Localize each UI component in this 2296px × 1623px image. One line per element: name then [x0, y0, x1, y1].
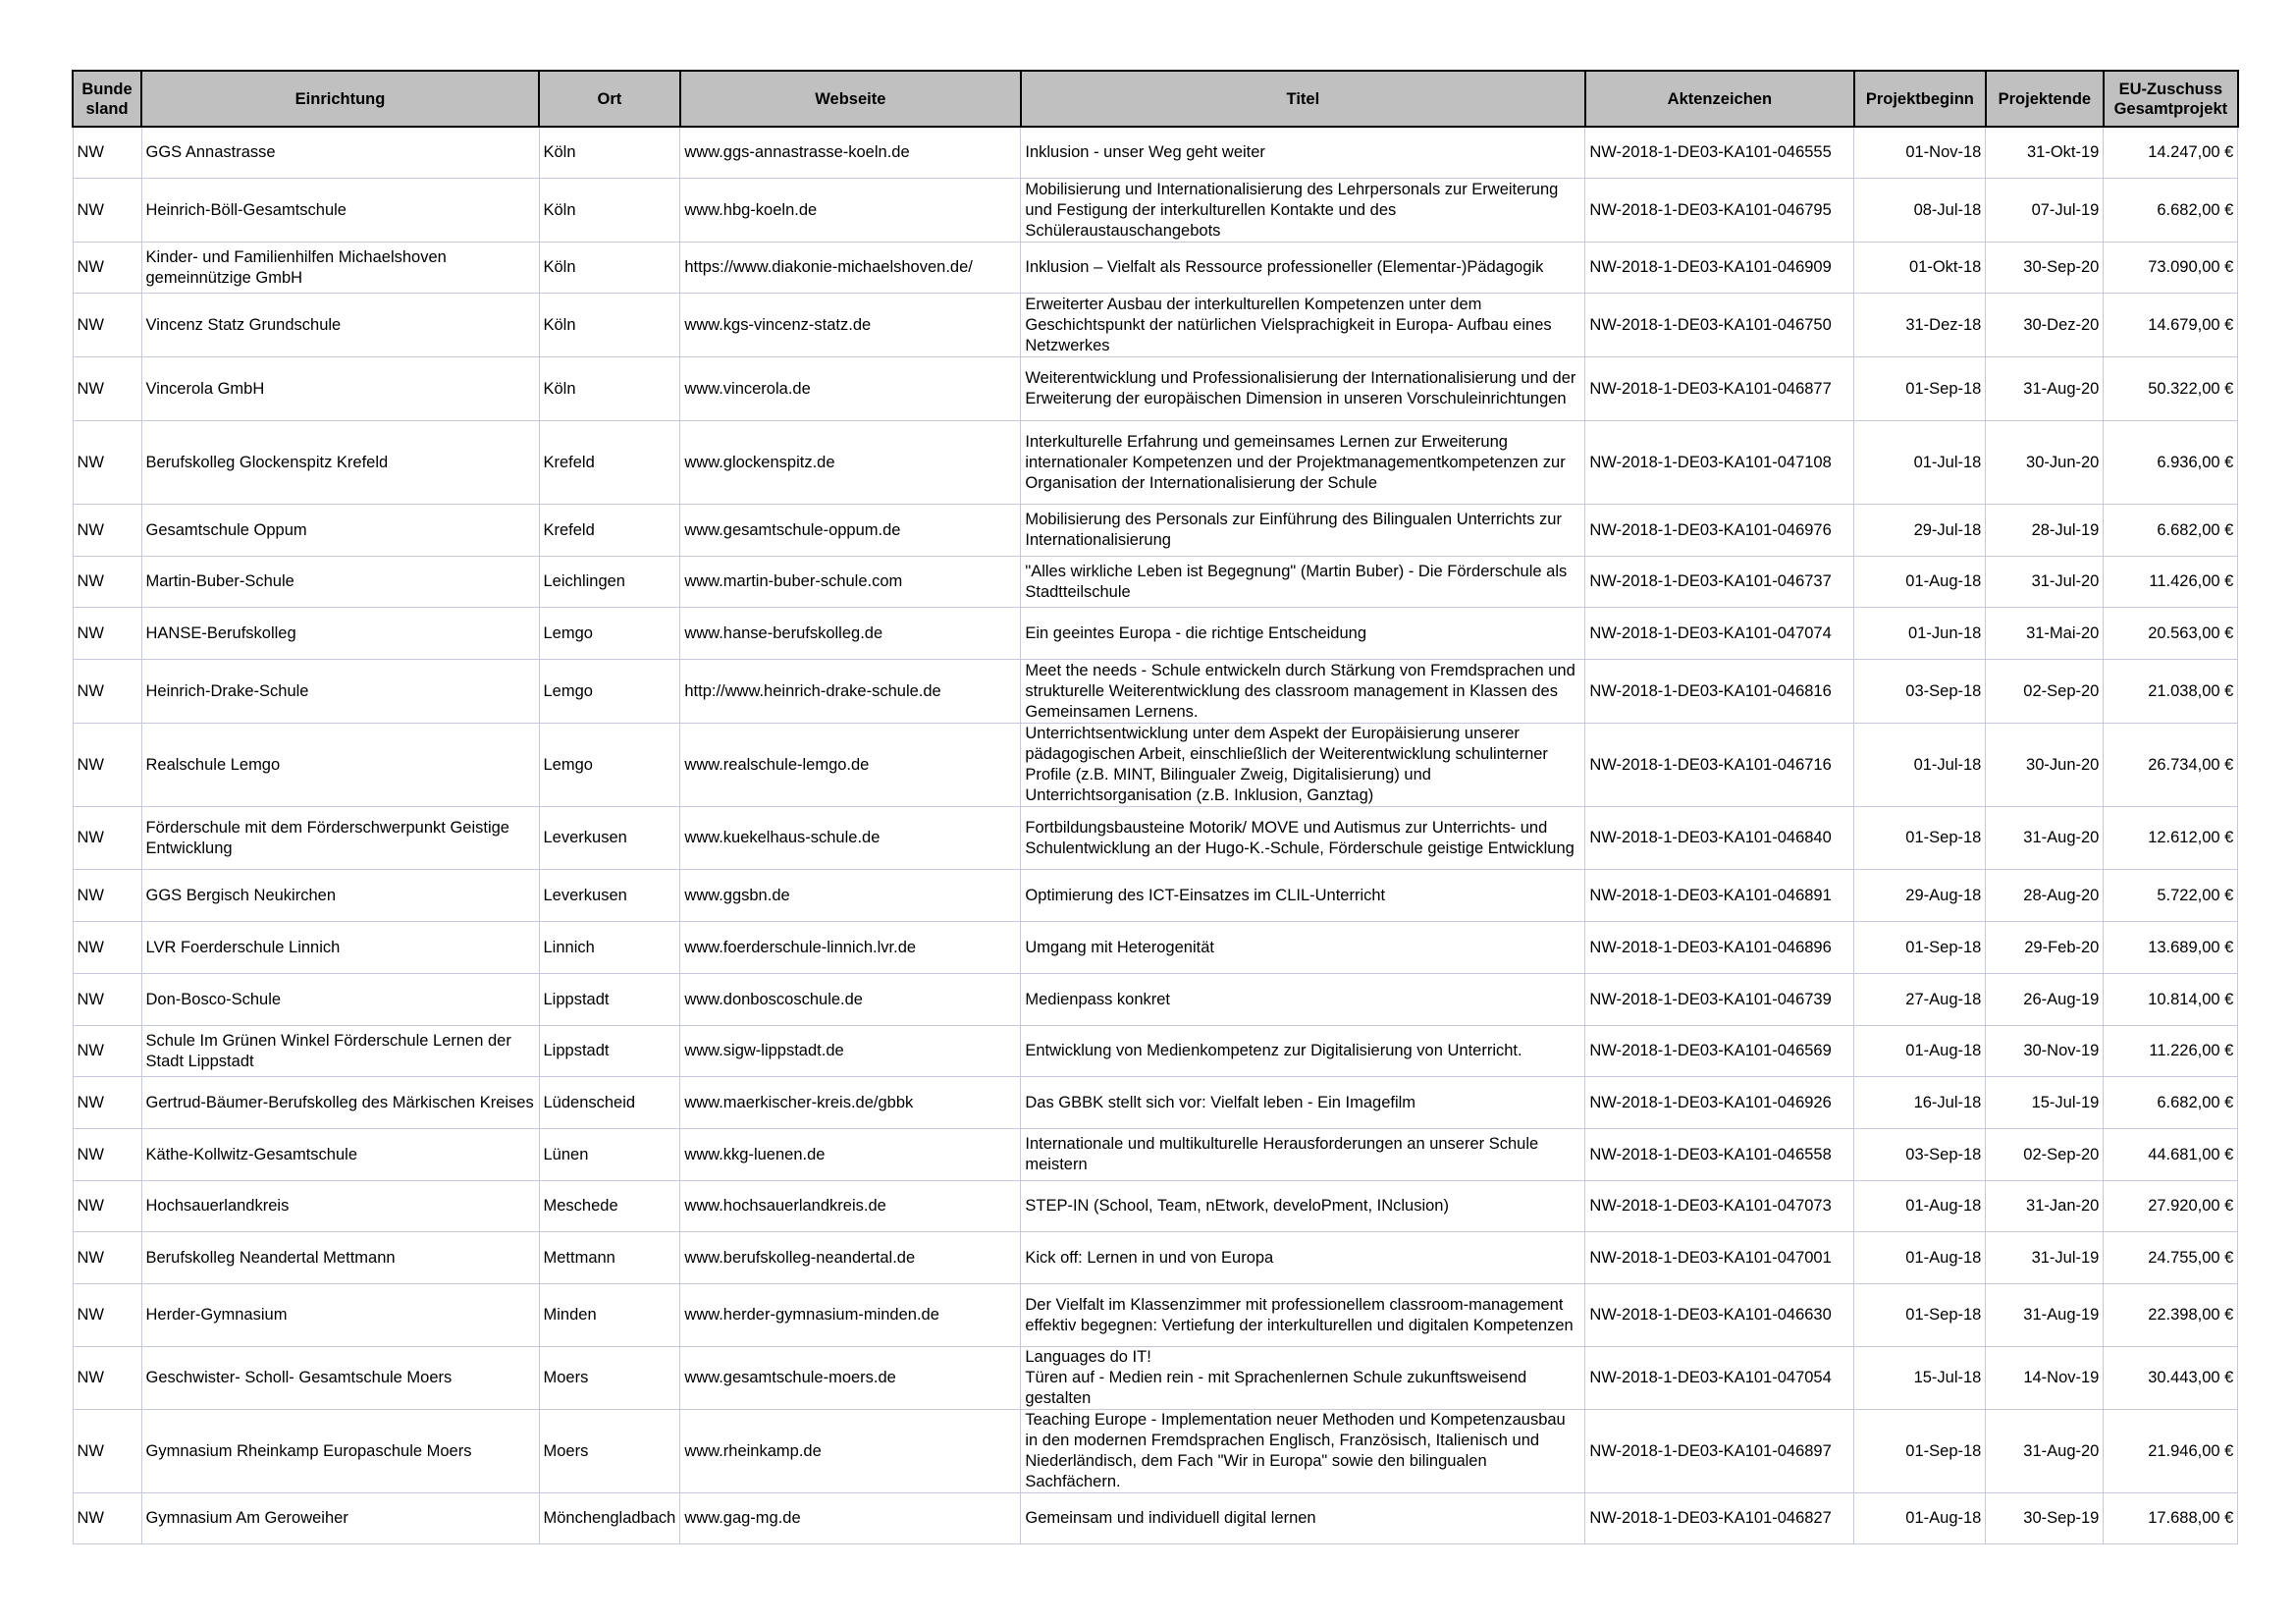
cell-projektbeginn: 01-Okt-18 — [1854, 243, 1986, 294]
cell-aktenzeichen: NW-2018-1-DE03-KA101-046926 — [1585, 1077, 1854, 1129]
cell-projektende: 31-Okt-19 — [1986, 127, 2104, 179]
cell-webseite: www.maerkischer-kreis.de/gbbk — [680, 1077, 1021, 1129]
cell-bundesland: NW — [73, 660, 141, 724]
cell-projektende: 31-Aug-20 — [1986, 357, 2104, 421]
cell-projektende: 30-Sep-19 — [1986, 1493, 2104, 1544]
cell-projektbeginn: 01-Aug-18 — [1854, 1232, 1986, 1284]
cell-ort: Lüdenscheid — [539, 1077, 680, 1129]
table-row — [73, 243, 2238, 294]
cell-eu-zuschuss: 17.688,00 € — [2104, 1493, 2238, 1544]
cell-aktenzeichen: NW-2018-1-DE03-KA101-046816 — [1585, 660, 1854, 724]
cell-titel: Internationale und multikulturelle Herausforderungen an unserer Schule meistern — [1021, 1129, 1585, 1181]
cell-aktenzeichen: NW-2018-1-DE03-KA101-046716 — [1585, 724, 1854, 807]
cell-einrichtung: Heinrich-Drake-Schule — [141, 660, 539, 724]
cell-ort: Lünen — [539, 1129, 680, 1181]
cell-eu-zuschuss: 6.682,00 € — [2104, 1077, 2238, 1129]
cell-webseite: www.kkg-luenen.de — [680, 1129, 1021, 1181]
cell-projektbeginn: 31-Dez-18 — [1854, 294, 1986, 357]
cell-titel: Erweiterter Ausbau der interkulturellen Kompetenzen unter dem Geschichtspunkt der natürlichen Vielsprachigkeit in Europa- Aufbau eines Netzwerkes — [1021, 294, 1585, 357]
column-header-bundesland: Bunde sland — [73, 71, 141, 127]
cell-webseite: www.rheinkamp.de — [680, 1410, 1021, 1493]
cell-projektende: 14-Nov-19 — [1986, 1347, 2104, 1410]
cell-ort: Leichlingen — [539, 557, 680, 608]
table-row — [73, 1232, 2238, 1284]
cell-aktenzeichen: NW-2018-1-DE03-KA101-046909 — [1585, 243, 1854, 294]
cell-einrichtung: Realschule Lemgo — [141, 724, 539, 807]
cell-projektende: 28-Aug-20 — [1986, 870, 2104, 922]
cell-projektbeginn: 01-Sep-18 — [1854, 1410, 1986, 1493]
cell-projektbeginn: 03-Sep-18 — [1854, 1129, 1986, 1181]
table-row — [73, 1347, 2238, 1410]
column-header-eu-zuschuss: EU-Zuschuss Gesamtprojekt — [2104, 71, 2238, 127]
cell-webseite: http://www.heinrich-drake-schule.de — [680, 660, 1021, 724]
cell-bundesland: NW — [73, 357, 141, 421]
cell-bundesland: NW — [73, 1077, 141, 1129]
cell-eu-zuschuss: 44.681,00 € — [2104, 1129, 2238, 1181]
column-header-aktenzeichen: Aktenzeichen — [1585, 71, 1854, 127]
cell-projektbeginn: 03-Sep-18 — [1854, 660, 1986, 724]
cell-eu-zuschuss: 73.090,00 € — [2104, 243, 2238, 294]
cell-projektbeginn: 16-Jul-18 — [1854, 1077, 1986, 1129]
cell-einrichtung: Gymnasium Am Geroweiher — [141, 1493, 539, 1544]
cell-titel: Kick off: Lernen in und von Europa — [1021, 1232, 1585, 1284]
cell-webseite: www.ggs-annastrasse-koeln.de — [680, 127, 1021, 179]
cell-projektende: 30-Jun-20 — [1986, 724, 2104, 807]
cell-einrichtung: Gymnasium Rheinkamp Europaschule Moers — [141, 1410, 539, 1493]
cell-bundesland: NW — [73, 1347, 141, 1410]
cell-webseite: www.herder-gymnasium-minden.de — [680, 1284, 1021, 1347]
cell-bundesland: NW — [73, 608, 141, 660]
cell-projektende: 31-Aug-20 — [1986, 1410, 2104, 1493]
cell-projektbeginn: 01-Jul-18 — [1854, 724, 1986, 807]
cell-bundesland: NW — [73, 1129, 141, 1181]
cell-titel: Entwicklung von Medienkompetenz zur Digitalisierung von Unterricht. — [1021, 1026, 1585, 1077]
cell-projektende: 31-Jul-19 — [1986, 1232, 2104, 1284]
cell-webseite: www.kgs-vincenz-statz.de — [680, 294, 1021, 357]
cell-bundesland: NW — [73, 294, 141, 357]
cell-eu-zuschuss: 21.946,00 € — [2104, 1410, 2238, 1493]
cell-projektende: 02-Sep-20 — [1986, 660, 2104, 724]
cell-webseite: www.hbg-koeln.de — [680, 179, 1021, 243]
table-row — [73, 357, 2238, 421]
cell-bundesland: NW — [73, 421, 141, 505]
cell-titel: Inklusion – Vielfalt als Ressource professioneller (Elementar-)Pädagogik — [1021, 243, 1585, 294]
cell-eu-zuschuss: 12.612,00 € — [2104, 807, 2238, 870]
cell-aktenzeichen: NW-2018-1-DE03-KA101-046569 — [1585, 1026, 1854, 1077]
cell-ort: Lemgo — [539, 660, 680, 724]
cell-eu-zuschuss: 5.722,00 € — [2104, 870, 2238, 922]
cell-ort: Lippstadt — [539, 1026, 680, 1077]
cell-eu-zuschuss: 24.755,00 € — [2104, 1232, 2238, 1284]
cell-aktenzeichen: NW-2018-1-DE03-KA101-046891 — [1585, 870, 1854, 922]
cell-bundesland: NW — [73, 974, 141, 1026]
cell-projektbeginn: 01-Nov-18 — [1854, 127, 1986, 179]
cell-projektbeginn: 01-Sep-18 — [1854, 357, 1986, 421]
cell-eu-zuschuss: 14.247,00 € — [2104, 127, 2238, 179]
cell-aktenzeichen: NW-2018-1-DE03-KA101-046737 — [1585, 557, 1854, 608]
cell-projektbeginn: 01-Sep-18 — [1854, 1284, 1986, 1347]
cell-einrichtung: Gesamtschule Oppum — [141, 505, 539, 557]
cell-webseite: www.gag-mg.de — [680, 1493, 1021, 1544]
cell-einrichtung: Schule Im Grünen Winkel Förderschule Lernen der Stadt Lippstadt — [141, 1026, 539, 1077]
cell-eu-zuschuss: 26.734,00 € — [2104, 724, 2238, 807]
cell-bundesland: NW — [73, 557, 141, 608]
cell-webseite: www.ggsbn.de — [680, 870, 1021, 922]
cell-aktenzeichen: NW-2018-1-DE03-KA101-046795 — [1585, 179, 1854, 243]
cell-ort: Lippstadt — [539, 974, 680, 1026]
cell-bundesland: NW — [73, 922, 141, 974]
cell-projektende: 28-Jul-19 — [1986, 505, 2104, 557]
cell-projektende: 07-Jul-19 — [1986, 179, 2104, 243]
table-row — [73, 179, 2238, 243]
cell-bundesland: NW — [73, 179, 141, 243]
cell-projektende: 30-Jun-20 — [1986, 421, 2104, 505]
cell-webseite: www.berufskolleg-neandertal.de — [680, 1232, 1021, 1284]
cell-projektende: 26-Aug-19 — [1986, 974, 2104, 1026]
cell-projektende: 30-Nov-19 — [1986, 1026, 2104, 1077]
column-header-webseite: Webseite — [680, 71, 1021, 127]
table-row — [73, 1284, 2238, 1347]
cell-eu-zuschuss: 30.443,00 € — [2104, 1347, 2238, 1410]
cell-webseite: www.foerderschule-linnich.lvr.de — [680, 922, 1021, 974]
cell-titel: Mobilisierung und Internationalisierung des Lehrpersonals zur Erweiterung und Festigung der interkulturellen Kontakte und des Schüleraustauschangebots — [1021, 179, 1585, 243]
cell-titel: Umgang mit Heterogenität — [1021, 922, 1585, 974]
cell-titel: Inklusion - unser Weg geht weiter — [1021, 127, 1585, 179]
cell-webseite: www.sigw-lippstadt.de — [680, 1026, 1021, 1077]
cell-titel: Interkulturelle Erfahrung und gemeinsames Lernen zur Erweiterung internationaler Kompetenzen und der Projektmanagementkompetenzen zur Organisation der Internationalisierung der Schule — [1021, 421, 1585, 505]
cell-bundesland: NW — [73, 505, 141, 557]
cell-einrichtung: Berufskolleg Glockenspitz Krefeld — [141, 421, 539, 505]
table-row — [73, 505, 2238, 557]
cell-projektbeginn: 01-Jun-18 — [1854, 608, 1986, 660]
cell-titel: Der Vielfalt im Klassenzimmer mit professionellem classroom-management effektiv begegnen: Vertiefung der interkulturellen und digitalen Kompetenzen — [1021, 1284, 1585, 1347]
cell-eu-zuschuss: 20.563,00 € — [2104, 608, 2238, 660]
cell-einrichtung: Käthe-Kollwitz-Gesamtschule — [141, 1129, 539, 1181]
cell-ort: Linnich — [539, 922, 680, 974]
cell-titel: Ein geeintes Europa - die richtige Entscheidung — [1021, 608, 1585, 660]
cell-ort: Moers — [539, 1347, 680, 1410]
cell-webseite: www.realschule-lemgo.de — [680, 724, 1021, 807]
cell-projektende: 31-Jul-20 — [1986, 557, 2104, 608]
cell-ort: Mönchengladbach — [539, 1493, 680, 1544]
column-header-projektbeginn: Projektbeginn — [1854, 71, 1986, 127]
cell-webseite: https://www.diakonie-michaelshoven.de/ — [680, 243, 1021, 294]
cell-titel: Unterrichtsentwicklung unter dem Aspekt der Europäisierung unserer pädagogischen Arbeit, einschließlich der Weiterentwicklung schulinterner Profile (z.B. MINT, Bilingualer Zweig, Digitalisierung) und Unterrichtsorganisation (z.B. Inklusion, Ganztag) — [1021, 724, 1585, 807]
cell-ort: Köln — [539, 294, 680, 357]
cell-aktenzeichen: NW-2018-1-DE03-KA101-047001 — [1585, 1232, 1854, 1284]
cell-eu-zuschuss: 11.426,00 € — [2104, 557, 2238, 608]
cell-aktenzeichen: NW-2018-1-DE03-KA101-046750 — [1585, 294, 1854, 357]
cell-aktenzeichen: NW-2018-1-DE03-KA101-047074 — [1585, 608, 1854, 660]
cell-bundesland: NW — [73, 243, 141, 294]
cell-ort: Köln — [539, 179, 680, 243]
cell-titel: Meet the needs - Schule entwickeln durch Stärkung von Fremdsprachen und strukturelle Weiterentwicklung des classroom management in Klassen des Gemeinsamen Lernens. — [1021, 660, 1585, 724]
table-row — [73, 1493, 2238, 1544]
table-row — [73, 1410, 2238, 1493]
cell-webseite: www.kuekelhaus-schule.de — [680, 807, 1021, 870]
cell-aktenzeichen: NW-2018-1-DE03-KA101-047054 — [1585, 1347, 1854, 1410]
cell-projektbeginn: 01-Aug-18 — [1854, 557, 1986, 608]
cell-aktenzeichen: NW-2018-1-DE03-KA101-046840 — [1585, 807, 1854, 870]
cell-eu-zuschuss: 13.689,00 € — [2104, 922, 2238, 974]
cell-einrichtung: Geschwister- Scholl- Gesamtschule Moers — [141, 1347, 539, 1410]
cell-eu-zuschuss: 6.936,00 € — [2104, 421, 2238, 505]
cell-titel: Weiterentwicklung und Professionalisierung der Internationalisierung und der Erweiterung der europäischen Dimension in unseren Vorschuleinrichtungen — [1021, 357, 1585, 421]
cell-projektende: 30-Dez-20 — [1986, 294, 2104, 357]
cell-aktenzeichen: NW-2018-1-DE03-KA101-046555 — [1585, 127, 1854, 179]
cell-aktenzeichen: NW-2018-1-DE03-KA101-046897 — [1585, 1410, 1854, 1493]
cell-einrichtung: Don-Bosco-Schule — [141, 974, 539, 1026]
cell-bundesland: NW — [73, 724, 141, 807]
column-header-projektende: Projektende — [1986, 71, 2104, 127]
cell-bundesland: NW — [73, 1493, 141, 1544]
cell-ort: Köln — [539, 127, 680, 179]
cell-eu-zuschuss: 11.226,00 € — [2104, 1026, 2238, 1077]
cell-titel: Languages do IT! Türen auf - Medien rein - mit Sprachenlernen Schule zukunftsweisend gestalten — [1021, 1347, 1585, 1410]
cell-projektbeginn: 01-Sep-18 — [1854, 807, 1986, 870]
cell-projektbeginn: 15-Jul-18 — [1854, 1347, 1986, 1410]
cell-bundesland: NW — [73, 127, 141, 179]
cell-titel: Mobilisierung des Personals zur Einführung des Bilingualen Unterrichts zur Internationalisierung — [1021, 505, 1585, 557]
cell-eu-zuschuss: 6.682,00 € — [2104, 505, 2238, 557]
cell-bundesland: NW — [73, 1026, 141, 1077]
column-header-einrichtung: Einrichtung — [141, 71, 539, 127]
cell-einrichtung: Herder-Gymnasium — [141, 1284, 539, 1347]
cell-bundesland: NW — [73, 1410, 141, 1493]
cell-ort: Leverkusen — [539, 807, 680, 870]
cell-projektende: 02-Sep-20 — [1986, 1129, 2104, 1181]
table-row — [73, 1181, 2238, 1232]
cell-webseite: www.donboscoschule.de — [680, 974, 1021, 1026]
cell-ort: Moers — [539, 1410, 680, 1493]
cell-projektbeginn: 01-Aug-18 — [1854, 1181, 1986, 1232]
cell-einrichtung: LVR Foerderschule Linnich — [141, 922, 539, 974]
cell-webseite: www.gesamtschule-moers.de — [680, 1347, 1021, 1410]
table-row — [73, 807, 2238, 870]
cell-ort: Leverkusen — [539, 870, 680, 922]
cell-eu-zuschuss: 10.814,00 € — [2104, 974, 2238, 1026]
cell-projektende: 15-Jul-19 — [1986, 1077, 2104, 1129]
cell-ort: Minden — [539, 1284, 680, 1347]
cell-aktenzeichen: NW-2018-1-DE03-KA101-046976 — [1585, 505, 1854, 557]
cell-aktenzeichen: NW-2018-1-DE03-KA101-046827 — [1585, 1493, 1854, 1544]
cell-titel: STEP-IN (School, Team, nEtwork, develoPment, INclusion) — [1021, 1181, 1585, 1232]
table-row — [73, 870, 2238, 922]
cell-einrichtung: Gertrud-Bäumer-Berufskolleg des Märkischen Kreises — [141, 1077, 539, 1129]
cell-bundesland: NW — [73, 870, 141, 922]
cell-einrichtung: HANSE-Berufskolleg — [141, 608, 539, 660]
cell-eu-zuschuss: 14.679,00 € — [2104, 294, 2238, 357]
table-body — [73, 127, 2238, 1544]
cell-ort: Krefeld — [539, 505, 680, 557]
table-header — [73, 71, 2238, 127]
cell-eu-zuschuss: 50.322,00 € — [2104, 357, 2238, 421]
cell-projektbeginn: 27-Aug-18 — [1854, 974, 1986, 1026]
cell-bundesland: NW — [73, 807, 141, 870]
cell-ort: Köln — [539, 243, 680, 294]
cell-webseite: www.glockenspitz.de — [680, 421, 1021, 505]
cell-webseite: www.hochsauerlandkreis.de — [680, 1181, 1021, 1232]
cell-projektbeginn: 01-Jul-18 — [1854, 421, 1986, 505]
cell-projektende: 31-Aug-19 — [1986, 1284, 2104, 1347]
cell-einrichtung: Förderschule mit dem Förderschwerpunkt Geistige Entwicklung — [141, 807, 539, 870]
table-row — [73, 922, 2238, 974]
cell-aktenzeichen: NW-2018-1-DE03-KA101-047108 — [1585, 421, 1854, 505]
cell-eu-zuschuss: 27.920,00 € — [2104, 1181, 2238, 1232]
cell-webseite: www.gesamtschule-oppum.de — [680, 505, 1021, 557]
cell-projektbeginn: 01-Sep-18 — [1854, 922, 1986, 974]
cell-einrichtung: Kinder- und Familienhilfen Michaelshoven gemeinnützige GmbH — [141, 243, 539, 294]
cell-projektbeginn: 29-Aug-18 — [1854, 870, 1986, 922]
cell-projektbeginn: 01-Aug-18 — [1854, 1493, 1986, 1544]
table-row — [73, 421, 2238, 505]
cell-projektende: 30-Sep-20 — [1986, 243, 2104, 294]
cell-aktenzeichen: NW-2018-1-DE03-KA101-046739 — [1585, 974, 1854, 1026]
cell-ort: Mettmann — [539, 1232, 680, 1284]
cell-einrichtung: Vincerola GmbH — [141, 357, 539, 421]
header-row — [73, 71, 2238, 127]
table-row — [73, 660, 2238, 724]
cell-bundesland: NW — [73, 1232, 141, 1284]
cell-titel: Optimierung des ICT-Einsatzes im CLIL-Unterricht — [1021, 870, 1585, 922]
cell-einrichtung: Vincenz Statz Grundschule — [141, 294, 539, 357]
cell-eu-zuschuss: 21.038,00 € — [2104, 660, 2238, 724]
cell-projektbeginn: 29-Jul-18 — [1854, 505, 1986, 557]
cell-projektbeginn: 08-Jul-18 — [1854, 179, 1986, 243]
cell-aktenzeichen: NW-2018-1-DE03-KA101-046896 — [1585, 922, 1854, 974]
cell-titel: Medienpass konkret — [1021, 974, 1585, 1026]
table-row — [73, 1026, 2238, 1077]
cell-aktenzeichen: NW-2018-1-DE03-KA101-047073 — [1585, 1181, 1854, 1232]
cell-webseite: www.vincerola.de — [680, 357, 1021, 421]
table-row — [73, 557, 2238, 608]
cell-titel: "Alles wirkliche Leben ist Begegnung" (Martin Buber) - Die Förderschule als Stadtteilschule — [1021, 557, 1585, 608]
cell-titel: Fortbildungsbausteine Motorik/ MOVE und Autismus zur Unterrichts- und Schulentwicklung an der Hugo-K.-Schule, Förderschule geistige Entwicklung — [1021, 807, 1585, 870]
project-table — [72, 70, 2239, 1544]
table-row — [73, 127, 2238, 179]
cell-projektende: 29-Feb-20 — [1986, 922, 2104, 974]
cell-einrichtung: Hochsauerlandkreis — [141, 1181, 539, 1232]
cell-bundesland: NW — [73, 1284, 141, 1347]
cell-aktenzeichen: NW-2018-1-DE03-KA101-046558 — [1585, 1129, 1854, 1181]
cell-aktenzeichen: NW-2018-1-DE03-KA101-046630 — [1585, 1284, 1854, 1347]
table-row — [73, 724, 2238, 807]
cell-titel: Teaching Europe - Implementation neuer Methoden und Kompetenzausbau in den modernen Fremdsprachen Englisch, Französisch, Italienisch und Niederländisch, dem Fach "Wir in Europa" sowie den bilingualen Sachfächern. — [1021, 1410, 1585, 1493]
cell-bundesland: NW — [73, 1181, 141, 1232]
cell-ort: Lemgo — [539, 724, 680, 807]
cell-ort: Lemgo — [539, 608, 680, 660]
column-header-ort: Ort — [539, 71, 680, 127]
cell-projektende: 31-Jan-20 — [1986, 1181, 2104, 1232]
cell-einrichtung: Heinrich-Böll-Gesamtschule — [141, 179, 539, 243]
cell-projektende: 31-Aug-20 — [1986, 807, 2104, 870]
cell-titel: Gemeinsam und individuell digital lernen — [1021, 1493, 1585, 1544]
cell-einrichtung: GGS Bergisch Neukirchen — [141, 870, 539, 922]
cell-einrichtung: GGS Annastrasse — [141, 127, 539, 179]
cell-ort: Köln — [539, 357, 680, 421]
cell-einrichtung: Martin-Buber-Schule — [141, 557, 539, 608]
table-row — [73, 1129, 2238, 1181]
table-row — [73, 974, 2238, 1026]
cell-eu-zuschuss: 22.398,00 € — [2104, 1284, 2238, 1347]
table-row — [73, 608, 2238, 660]
cell-titel: Das GBBK stellt sich vor: Vielfalt leben - Ein Imagefilm — [1021, 1077, 1585, 1129]
cell-ort: Meschede — [539, 1181, 680, 1232]
cell-webseite: www.martin-buber-schule.com — [680, 557, 1021, 608]
table-row — [73, 1077, 2238, 1129]
cell-projektende: 31-Mai-20 — [1986, 608, 2104, 660]
column-header-titel: Titel — [1021, 71, 1585, 127]
table-row — [73, 294, 2238, 357]
cell-aktenzeichen: NW-2018-1-DE03-KA101-046877 — [1585, 357, 1854, 421]
cell-ort: Krefeld — [539, 421, 680, 505]
cell-projektbeginn: 01-Aug-18 — [1854, 1026, 1986, 1077]
cell-eu-zuschuss: 6.682,00 € — [2104, 179, 2238, 243]
cell-einrichtung: Berufskolleg Neandertal Mettmann — [141, 1232, 539, 1284]
cell-webseite: www.hanse-berufskolleg.de — [680, 608, 1021, 660]
